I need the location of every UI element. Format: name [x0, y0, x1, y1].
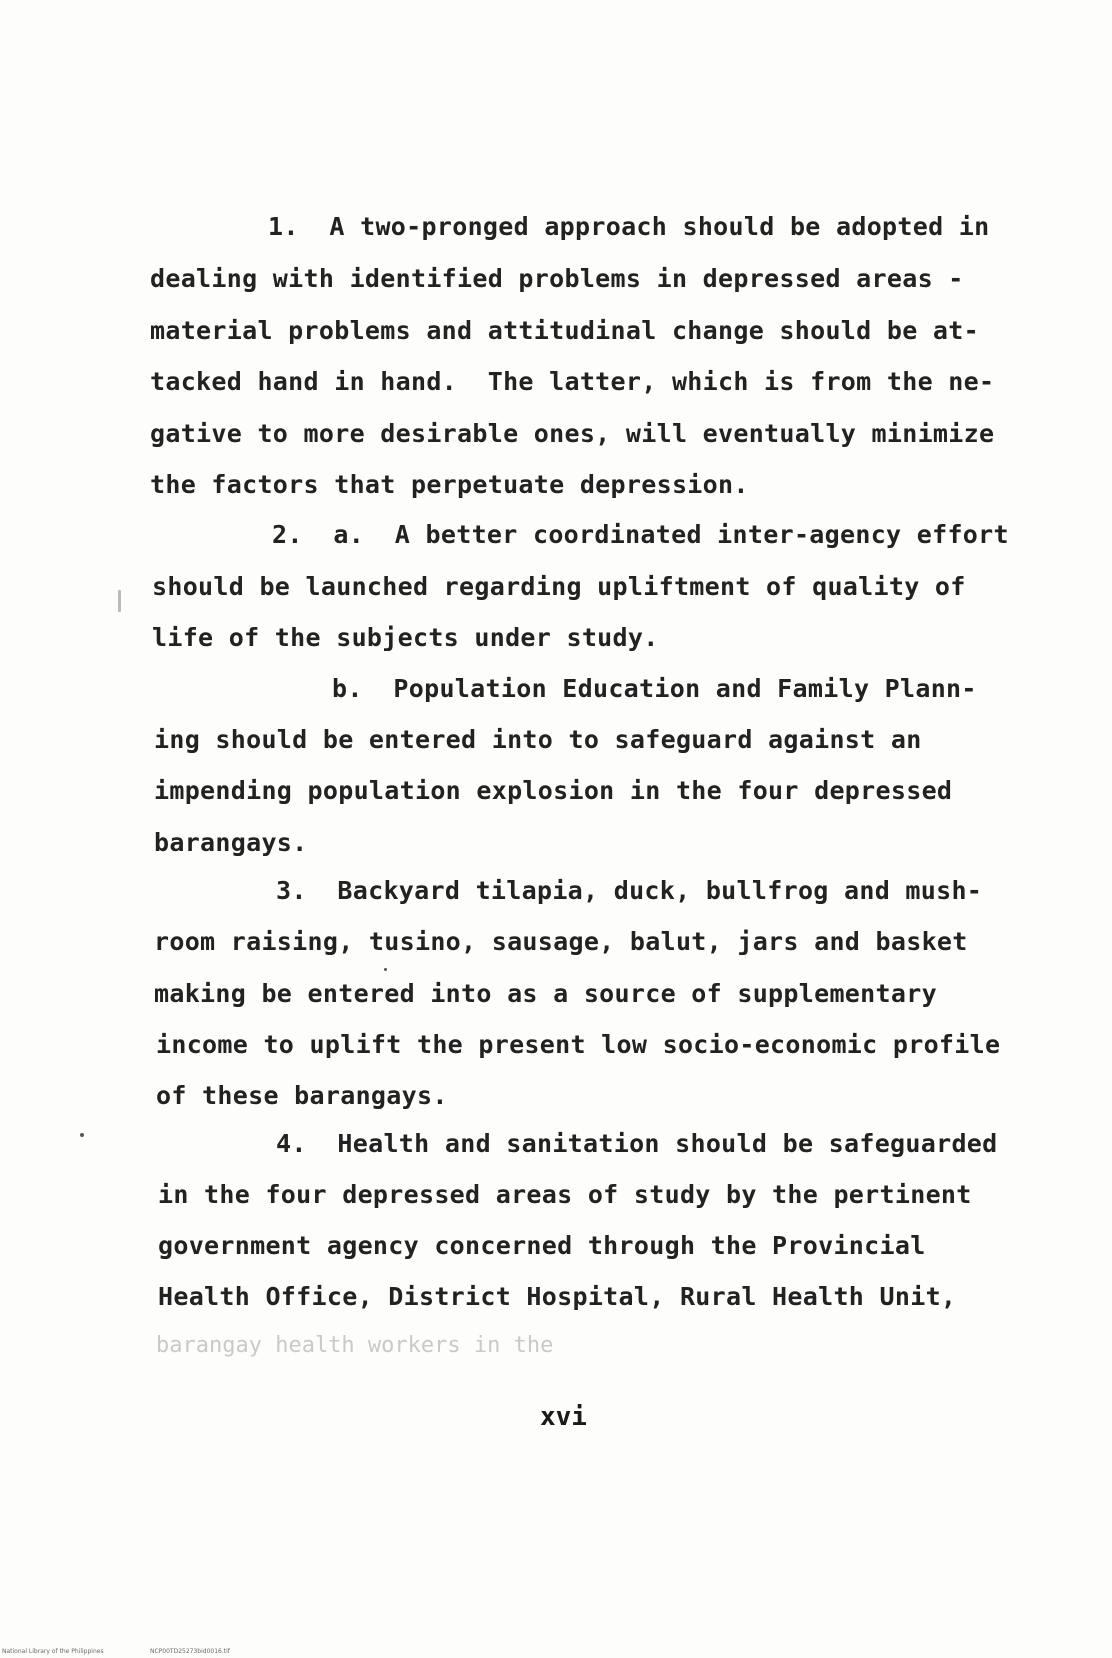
footer-library-credit: National Library of the Philippines: [2, 1648, 104, 1655]
footer-file-id: NCP00TD25273bid0016.tif: [150, 1648, 230, 1655]
text-line: should be launched regarding upliftment of quality of: [152, 572, 966, 601]
text-line: b. Population Education and Family Plann-: [332, 674, 977, 703]
text-line: ing should be entered into to safeguard against an: [154, 725, 922, 754]
text-line: in the four depressed areas of study by the pertinent: [158, 1180, 972, 1209]
scan-speck: [80, 1133, 84, 1137]
text-line: life of the subjects under study.: [152, 623, 659, 652]
text-line: 2. a. A better coordinated inter-agency effort: [272, 520, 1009, 549]
text-line: tacked hand in hand. The latter, which is from the ne-: [150, 367, 995, 396]
text-line: impending population explosion in the four depressed: [154, 776, 953, 805]
text-line: 4. Health and sanitation should be safeguarded: [276, 1129, 998, 1158]
text-line: Health Office, District Hospital, Rural Health Unit,: [158, 1282, 957, 1311]
scan-speck: [384, 968, 387, 971]
text-line: government agency concerned through the Provincial: [158, 1231, 926, 1260]
text-line: gative to more desirable ones, will eventually minimize: [150, 419, 995, 448]
text-line: making be entered into as a source of supplementary: [154, 979, 937, 1008]
text-line: the factors that perpetuate depression.: [150, 470, 749, 499]
text-line: 3. Backyard tilapia, duck, bullfrog and mush-: [276, 876, 983, 905]
text-line: of these barangays.: [156, 1081, 448, 1110]
page-number: xvi: [540, 1402, 587, 1432]
scan-speck: [118, 590, 121, 612]
text-line: barangays.: [154, 828, 308, 857]
text-line: 1. A two-pronged approach should be adopted in: [268, 212, 990, 241]
text-line: room raising, tusino, sausage, balut, jars and basket: [154, 927, 968, 956]
text-line: dealing with identified problems in depressed areas -: [150, 264, 964, 293]
faded-text-line: barangay health workers in the: [156, 1333, 554, 1358]
text-line: income to uplift the present low socio-economic profile: [156, 1030, 1001, 1059]
text-line: material problems and attitudinal change should be at-: [150, 316, 979, 345]
